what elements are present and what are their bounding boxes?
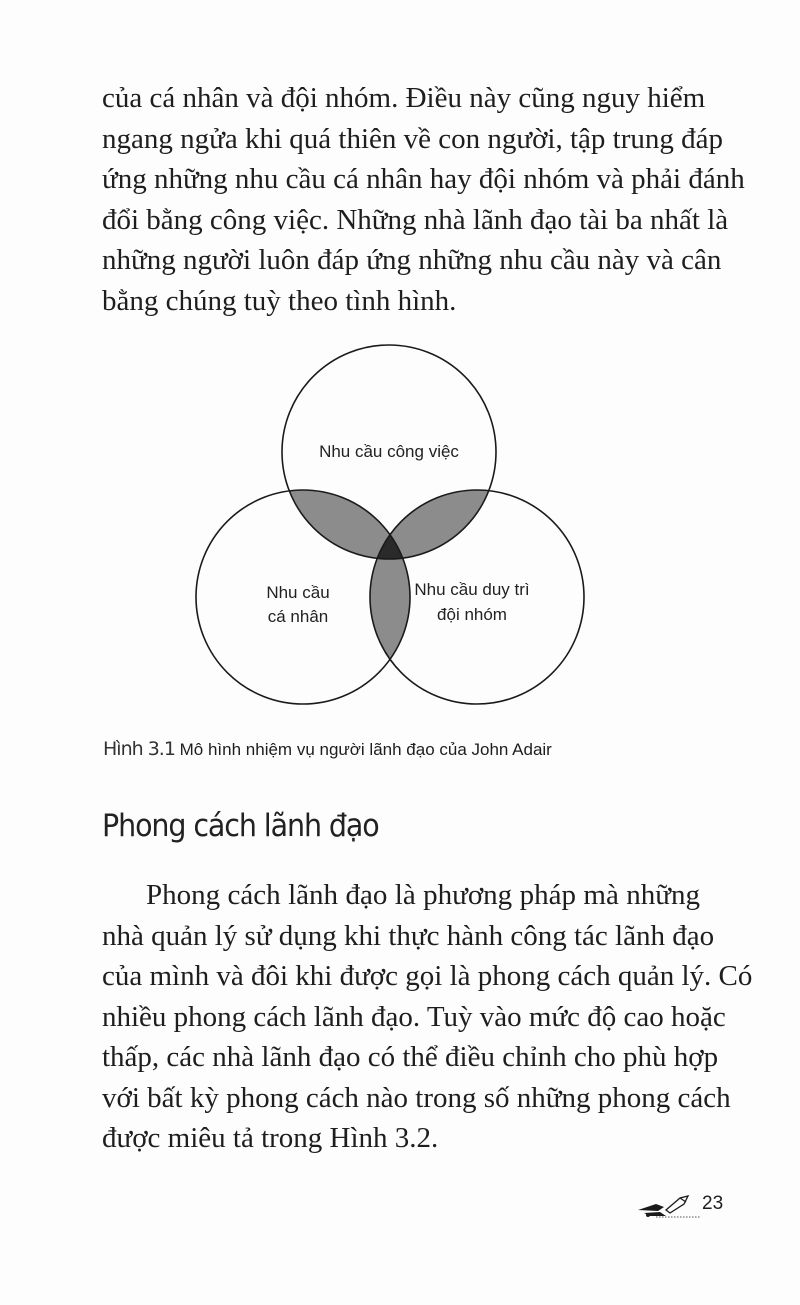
text-line: đổi bằng công việc. Những nhà lãnh đạo tài ba nhất là [102,203,729,236]
label-individual-line1: Nhu cầu [266,583,330,602]
text-line: của cá nhân và đội nhóm. Điều này cũng nguy hiểm [102,82,706,114]
figure-caption [103,738,552,760]
label-individual-line2: cá nhân [267,607,329,626]
text-line: bằng chúng tuỳ theo tình hình. [102,284,457,317]
text-line: thấp, các nhà lãnh đạo có thể điều chỉnh cho phù hợp [102,1041,719,1073]
page-number: 23 [702,1193,724,1214]
text-line: Phong cách lãnh đạo là phương pháp mà những [146,879,700,911]
text-line: nhiều phong cách lãnh đạo. Tuỳ vào mức độ cao hoặc [102,1000,726,1033]
text-line: được miêu tả trong Hình 3.2. [102,1122,439,1154]
paragraph-top [102,78,745,321]
figure-number: Hình 3.1 [103,738,175,760]
text-line: ứng những nhu cầu cá nhân hay đội nhóm và phải đánh [102,163,745,195]
label-team-line2: đội nhóm [437,605,507,624]
text-line: nhà quản lý sử dụng khi thực hành công tác lãnh đạo [102,919,715,952]
paragraph-bottom [102,875,753,1159]
label-task: Nhu cầu công việc [319,442,459,461]
text-line: với bất kỳ phong cách nào trong số những phong cách [102,1081,731,1114]
venn-diagram [190,340,590,710]
text-line: của mình và đôi khi được gọi là phong cách quản lý. Có [102,960,753,992]
text-line: những người luôn đáp ứng những nhu cầu này và cân [102,244,722,276]
section-heading: Phong cách lãnh đạo [102,808,379,844]
label-team-line1: Nhu cầu duy trì [414,580,530,599]
text-line: ngang ngửa khi quá thiên về con người, tập trung đáp [102,122,723,155]
figure-caption-text: Mô hình nhiệm vụ người lãnh đạo của John Adair [179,740,552,759]
